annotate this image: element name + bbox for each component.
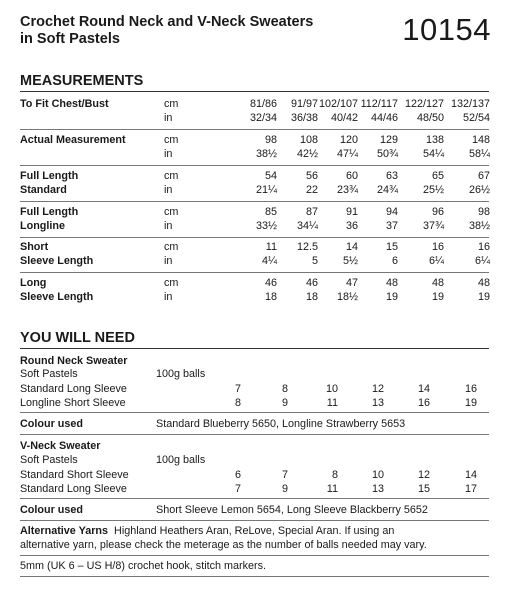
page-title-line-2: in Soft Pastels xyxy=(20,31,120,47)
measurement-unit: cm xyxy=(164,206,179,218)
measurement-value: 132/137 xyxy=(450,98,490,110)
measurement-value: 37¾ xyxy=(422,220,444,232)
ball-count: 16 xyxy=(464,383,477,395)
measurement-value: 60 xyxy=(345,170,358,182)
divider xyxy=(20,555,489,556)
measurement-value: 54¼ xyxy=(422,148,444,160)
measurement-unit: in xyxy=(164,184,173,196)
measurement-value: 129 xyxy=(379,134,398,146)
measurement-value: 56 xyxy=(305,170,318,182)
measurement-value: 5 xyxy=(311,255,318,267)
measurement-value: 48 xyxy=(431,277,444,289)
ball-count: 14 xyxy=(417,383,430,395)
measurement-value: 46 xyxy=(305,277,318,289)
alternative-yarns-line-2: alternative yarn, please check the meterage as the number of balls needed may vary. xyxy=(20,539,427,551)
measurement-value: 25½ xyxy=(422,184,444,196)
ball-count: 16 xyxy=(417,397,430,409)
measurement-label: Actual Measurement xyxy=(20,134,126,146)
v-neck-colour-label: Colour used xyxy=(20,504,83,516)
measurement-value: 85 xyxy=(264,206,277,218)
alternative-yarns-label: Alternative Yarns xyxy=(20,525,109,537)
measurement-value: 38½ xyxy=(468,220,490,232)
hook-and-notions: 5mm (UK 6 – US H/8) crochet hook, stitch markers. xyxy=(20,560,266,572)
you-will-need-heading-rule xyxy=(20,348,489,349)
round-neck-colour-value: Standard Blueberry 5650, Longline Strawberry 5653 xyxy=(156,418,406,430)
ball-count: 7 xyxy=(234,483,241,495)
divider xyxy=(20,165,489,166)
measurement-unit: cm xyxy=(164,170,179,182)
ball-count: 7 xyxy=(281,469,288,481)
ball-count: 19 xyxy=(464,397,477,409)
measurement-unit: cm xyxy=(164,277,179,289)
measurement-value: 48/50 xyxy=(416,112,444,124)
ball-count: 8 xyxy=(331,469,338,481)
measurement-value: 138 xyxy=(425,134,444,146)
measurement-value: 91/97 xyxy=(290,98,318,110)
measurement-value: 98 xyxy=(477,206,490,218)
divider xyxy=(20,434,489,435)
measurement-value: 48 xyxy=(477,277,490,289)
round-neck-yarn: Soft Pastels xyxy=(20,368,78,380)
measurement-value: 94 xyxy=(385,206,398,218)
alternative-yarns-text: Highland Heathers Aran, ReLove, Special Aran. If using an xyxy=(114,525,395,537)
measurement-value: 16 xyxy=(431,241,444,253)
ball-count: 12 xyxy=(371,383,384,395)
measurements-heading-rule xyxy=(20,91,489,92)
ball-count: 17 xyxy=(464,483,477,495)
measurement-value: 54 xyxy=(264,170,277,182)
measurement-value: 12.5 xyxy=(296,241,318,253)
measurement-value: 112/117 xyxy=(360,98,398,110)
v-neck-yarn: Soft Pastels xyxy=(20,454,78,466)
divider xyxy=(20,237,489,238)
measurement-value: 33½ xyxy=(255,220,277,232)
ball-count: 8 xyxy=(281,383,288,395)
measurement-label: Full Length xyxy=(20,170,79,182)
ball-count: 11 xyxy=(326,483,338,495)
divider xyxy=(20,129,489,130)
measurement-label: Standard xyxy=(20,184,67,196)
measurement-value: 22 xyxy=(305,184,318,196)
measurement-label: Long xyxy=(20,277,47,289)
measurement-unit: cm xyxy=(164,241,179,253)
ball-count: 7 xyxy=(234,383,241,395)
ball-count: 12 xyxy=(417,469,430,481)
measurement-label: Sleeve Length xyxy=(20,255,94,267)
divider xyxy=(20,498,489,499)
measurement-value: 18½ xyxy=(336,291,358,303)
measurement-value: 19 xyxy=(431,291,444,303)
ball-row-label: Standard Short Sleeve xyxy=(20,469,129,481)
round-neck-colour-label: Colour used xyxy=(20,418,83,430)
measurement-value: 42½ xyxy=(296,148,318,160)
measurement-value: 47¼ xyxy=(336,148,358,160)
measurement-value: 63 xyxy=(385,170,398,182)
measurement-value: 148 xyxy=(471,134,490,146)
measurement-value: 58¼ xyxy=(468,148,490,160)
measurement-value: 108 xyxy=(299,134,318,146)
measurement-value: 18 xyxy=(264,291,277,303)
measurement-value: 19 xyxy=(385,291,398,303)
ball-count: 13 xyxy=(371,483,384,495)
measurement-unit: in xyxy=(164,148,173,160)
ball-count: 14 xyxy=(464,469,477,481)
alternative-yarns-line-1 xyxy=(20,525,394,538)
measurement-value: 21¼ xyxy=(255,184,277,196)
measurement-label: Sleeve Length xyxy=(20,291,94,303)
measurement-value: 36 xyxy=(345,220,358,232)
measurement-value: 5½ xyxy=(342,255,358,267)
measurement-value: 4¼ xyxy=(261,255,277,267)
measurement-unit: cm xyxy=(164,134,179,146)
measurement-value: 52/54 xyxy=(462,112,490,124)
round-neck-title: Round Neck Sweater xyxy=(20,355,128,367)
measurement-value: 23¾ xyxy=(336,184,358,196)
measurement-value: 24¾ xyxy=(376,184,398,196)
ball-count: 11 xyxy=(326,397,338,409)
ball-count: 10 xyxy=(325,383,338,395)
v-neck-colour-value: Short Sleeve Lemon 5654, Long Sleeve Blackberry 5652 xyxy=(156,504,428,516)
measurement-value: 32/34 xyxy=(249,112,277,124)
measurement-value: 67 xyxy=(477,170,490,182)
divider xyxy=(20,272,489,273)
measurement-value: 34¼ xyxy=(296,220,318,232)
measurement-value: 65 xyxy=(431,170,444,182)
measurement-value: 46 xyxy=(264,277,277,289)
measurement-unit: in xyxy=(164,220,173,232)
you-will-need-heading: YOU WILL NEED xyxy=(20,330,135,346)
measurement-value: 6 xyxy=(391,255,398,267)
measurement-label: To Fit Chest/Bust xyxy=(20,98,109,110)
ball-count: 8 xyxy=(234,397,241,409)
measurement-value: 50¾ xyxy=(376,148,398,160)
measurement-value: 6¼ xyxy=(428,255,444,267)
ball-count: 13 xyxy=(371,397,384,409)
measurements-heading: MEASUREMENTS xyxy=(20,73,144,89)
measurement-value: 91 xyxy=(345,206,358,218)
measurement-value: 120 xyxy=(339,134,358,146)
measurement-value: 98 xyxy=(264,134,277,146)
measurement-value: 38½ xyxy=(255,148,277,160)
divider xyxy=(20,412,489,413)
measurement-value: 11 xyxy=(265,241,277,253)
measurement-value: 81/86 xyxy=(249,98,277,110)
ball-count: 10 xyxy=(371,469,384,481)
measurement-unit: in xyxy=(164,112,173,124)
v-neck-title: V-Neck Sweater xyxy=(20,440,101,452)
measurement-label: Full Length xyxy=(20,206,79,218)
measurement-value: 122/127 xyxy=(404,98,444,110)
measurement-value: 37 xyxy=(385,220,398,232)
measurement-value: 44/46 xyxy=(370,112,398,124)
measurement-label: Short xyxy=(20,241,49,253)
ball-count: 6 xyxy=(234,469,241,481)
ball-count: 9 xyxy=(281,397,288,409)
measurement-value: 40/42 xyxy=(330,112,358,124)
measurement-value: 19 xyxy=(477,291,490,303)
measurement-value: 48 xyxy=(385,277,398,289)
measurement-value: 15 xyxy=(385,241,398,253)
ball-row-label: Longline Short Sleeve xyxy=(20,397,126,409)
measurement-unit: in xyxy=(164,255,173,267)
page-title-line-1: Crochet Round Neck and V-Neck Sweaters xyxy=(20,14,314,30)
measurement-value: 18 xyxy=(305,291,318,303)
measurement-value: 47 xyxy=(345,277,358,289)
measurement-value: 14 xyxy=(345,241,358,253)
ball-count: 9 xyxy=(281,483,288,495)
measurement-unit: cm xyxy=(164,98,179,110)
divider xyxy=(20,576,489,577)
ball-row-label: Standard Long Sleeve xyxy=(20,483,127,495)
measurement-value: 16 xyxy=(477,241,490,253)
measurement-unit: in xyxy=(164,291,173,303)
round-neck-ball-size: 100g balls xyxy=(156,368,206,380)
measurement-value: 6¼ xyxy=(474,255,490,267)
v-neck-ball-size: 100g balls xyxy=(156,454,206,466)
divider xyxy=(20,201,489,202)
ball-row-label: Standard Long Sleeve xyxy=(20,383,127,395)
measurement-value: 36/38 xyxy=(290,112,318,124)
pattern-number: 10154 xyxy=(402,12,491,47)
measurement-label: Longline xyxy=(20,220,65,232)
measurement-value: 102/107 xyxy=(318,98,358,110)
ball-count: 15 xyxy=(417,483,430,495)
measurement-value: 26½ xyxy=(468,184,490,196)
measurement-value: 87 xyxy=(305,206,318,218)
divider xyxy=(20,520,489,521)
measurement-value: 96 xyxy=(431,206,444,218)
